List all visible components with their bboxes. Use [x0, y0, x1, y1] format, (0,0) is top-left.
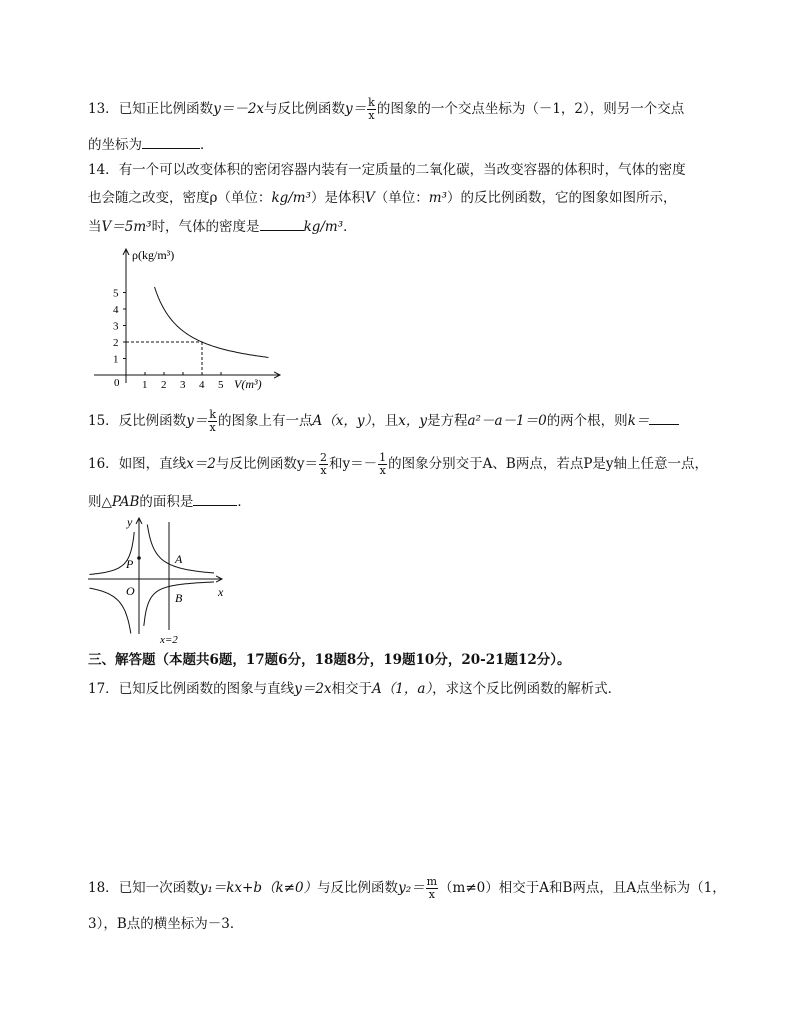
- q15-frac-num: k: [209, 408, 216, 421]
- q16-line-eq: x＝2: [186, 456, 216, 472]
- q13-answer-blank[interactable]: [142, 134, 200, 149]
- q14-answer-blank[interactable]: [260, 216, 304, 231]
- q17-line1: [88, 679, 621, 699]
- q16-line2-b: 的面积是: [139, 494, 194, 510]
- q14-hyperbola-curve: [155, 287, 269, 357]
- q18-frac-num: m: [426, 875, 438, 888]
- q17-eq: y＝2x: [294, 681, 332, 697]
- q16-curve-y2x-q3: [90, 588, 131, 633]
- q18-fraction: [426, 876, 438, 901]
- q15-eq-left: y＝: [186, 413, 208, 429]
- q18-number: 18．: [88, 880, 119, 896]
- q18-frac-den: x: [428, 888, 435, 901]
- q15-text-a: 反比例函数: [118, 413, 187, 429]
- q15-point: A（x，y）: [312, 413, 372, 429]
- q14-x-tick-label: 2: [161, 379, 167, 391]
- q14-y-tick-label: 4: [113, 304, 119, 316]
- q16-f2-den: x: [379, 464, 386, 477]
- q16-text-d: 的图象分别交于A、B两点，若点P是y轴上任意一点，: [388, 456, 709, 472]
- q16-A-label: A: [175, 552, 183, 566]
- q14-line3: [88, 216, 357, 237]
- q14-y-tick-label: 3: [113, 320, 119, 333]
- q14-y-tick-label: 1: [113, 353, 119, 366]
- q16-f1-fraction: [319, 452, 328, 477]
- q15-k-eq: k＝: [627, 413, 650, 429]
- section3-title: 三、解答题（本题共6题，17题6分，18题8分，19题10分，20-21题12分）。: [88, 652, 571, 668]
- q13-frac-num: k: [368, 96, 375, 109]
- q16-text-b: 与反比例函数: [215, 456, 297, 472]
- q15-text-d: 是方程: [427, 413, 468, 429]
- q18-line1: [88, 876, 726, 901]
- q16-f1-den: x: [320, 464, 327, 477]
- q14-density-graph: [88, 243, 288, 393]
- q16-f2-fraction: [378, 452, 387, 477]
- q16-f1-left: y＝: [296, 456, 319, 472]
- q18-line2-text: 3），B点的横坐标为－3．: [88, 916, 244, 932]
- q14-x-tick-label: 3: [180, 379, 186, 391]
- q14-x-tick-label: 4: [199, 379, 205, 391]
- q17-text-a: 已知反比例函数的图象与直线: [118, 681, 295, 697]
- q14-y-tick-label: 5: [113, 287, 119, 300]
- q13-line2: [88, 134, 214, 155]
- q15-text-c: ，且: [371, 413, 399, 429]
- q14-line1: [88, 160, 686, 180]
- q18-text-c: （m≠0）相交于A和B两点，且A点坐标为（1，: [439, 880, 726, 896]
- q13-eq1: y＝－2x: [213, 101, 265, 117]
- q16-end: ．: [237, 494, 251, 510]
- q14-number: 14．: [88, 162, 119, 178]
- q16-triangle: PAB: [111, 494, 140, 510]
- q14-line1-text: 有一个可以改变体积的密闭容器内装有一定质量的二氧化碳，当改变容器的体积时，气体的密度: [118, 162, 686, 178]
- q15-text-b: 的图象上有一点: [218, 413, 313, 429]
- q16-answer-blank[interactable]: [193, 491, 237, 506]
- q14-line2-b: ）是体积: [311, 190, 366, 206]
- q16-number: 16．: [88, 456, 119, 472]
- q15-line1: [88, 409, 679, 434]
- q18-eq1: y₁＝kx+b（k≠0）: [199, 880, 318, 896]
- q16-text-a: 如图，直线: [118, 456, 187, 472]
- q14-origin: 0: [114, 377, 120, 389]
- q14-unit-density: kg/m³: [271, 190, 312, 206]
- q15-text-e: 的两个根，则: [546, 413, 628, 429]
- q14-line2-c: （单位：: [374, 190, 429, 206]
- q14-x-tick-label: 5: [218, 379, 224, 391]
- q13-line2-text: 的坐标为: [88, 137, 142, 153]
- q16-O-label: O: [126, 584, 135, 598]
- q15-frac-den: x: [209, 421, 216, 434]
- q13-line1: [88, 97, 684, 122]
- q14-y-ticks: [113, 288, 126, 366]
- q14-line3-unit: kg/m³: [303, 219, 344, 235]
- q16-point-P: [137, 556, 141, 560]
- q15-number: 15．: [88, 413, 119, 429]
- q15-fraction: [208, 409, 217, 434]
- q13-text-b: 与反比例函数: [264, 101, 346, 117]
- q16-line2: [88, 491, 251, 512]
- q13-end: ．: [200, 137, 214, 153]
- q13-eq2-left: y＝: [345, 101, 367, 117]
- q17-text-c: ，求这个反比例函数的解析式．: [432, 681, 622, 697]
- q18-line2: [88, 914, 243, 934]
- q13-frac-den: x: [368, 109, 375, 122]
- q15-vars: x，y: [398, 413, 427, 429]
- q16-x-label: x: [218, 585, 224, 599]
- q15-equation: a²－a－1＝0: [467, 413, 547, 429]
- q13-text-c: 的图象的一个交点坐标为（－1，2），则另一个交点: [376, 101, 685, 117]
- q16-P-label: P: [126, 557, 134, 571]
- q14-x-label: V(m³): [234, 377, 262, 391]
- q16-text-c: 和: [329, 456, 343, 472]
- q14-line2: [88, 188, 677, 208]
- q14-line3-a: 当: [88, 219, 102, 235]
- q17-text-b: 相交于: [331, 681, 373, 697]
- q17-point: A（1，a）: [372, 681, 433, 697]
- q16-f2-num: 1: [379, 451, 387, 464]
- q16-line2-a: 则△: [88, 494, 112, 510]
- q14-V: V: [365, 190, 375, 206]
- q16-f1-num: 2: [320, 451, 328, 464]
- q14-line3-eq: V＝5m³: [101, 219, 152, 235]
- q14-unit-volume: m³: [428, 190, 447, 206]
- q18-text-a: 已知一次函数: [118, 880, 200, 896]
- q14-line2-a: 也会随之改变，密度ρ（单位：: [88, 190, 272, 206]
- q14-line3-b: 时，气体的密度是: [151, 219, 260, 235]
- q18-eq2-left: y₂＝: [398, 880, 425, 896]
- q13-fraction: [367, 97, 376, 122]
- q17-number: 17．: [88, 681, 119, 697]
- q13-text-a: 已知正比例函数: [118, 101, 214, 117]
- q14-line2-d: ）的反比例函数，它的图象如图所示，: [447, 190, 677, 206]
- q16-y-label: y: [127, 515, 133, 529]
- q15-answer-blank[interactable]: [649, 410, 679, 425]
- q16-line1: [88, 452, 708, 477]
- q18-text-b: 与反比例函数: [317, 880, 399, 896]
- q14-x-tick-label: 1: [142, 379, 148, 391]
- q14-end: ．: [343, 219, 357, 235]
- q16-B-label: B: [175, 591, 183, 605]
- q14-y-label: ρ(kg/m³): [132, 248, 175, 262]
- q16-line-label: x=2: [160, 634, 178, 646]
- q16-f2-left: y＝－: [342, 456, 378, 472]
- q13-number: 13．: [88, 101, 119, 117]
- q14-y-tick-label: 2: [113, 337, 119, 349]
- q16-hyperbola-graph: [84, 512, 234, 646]
